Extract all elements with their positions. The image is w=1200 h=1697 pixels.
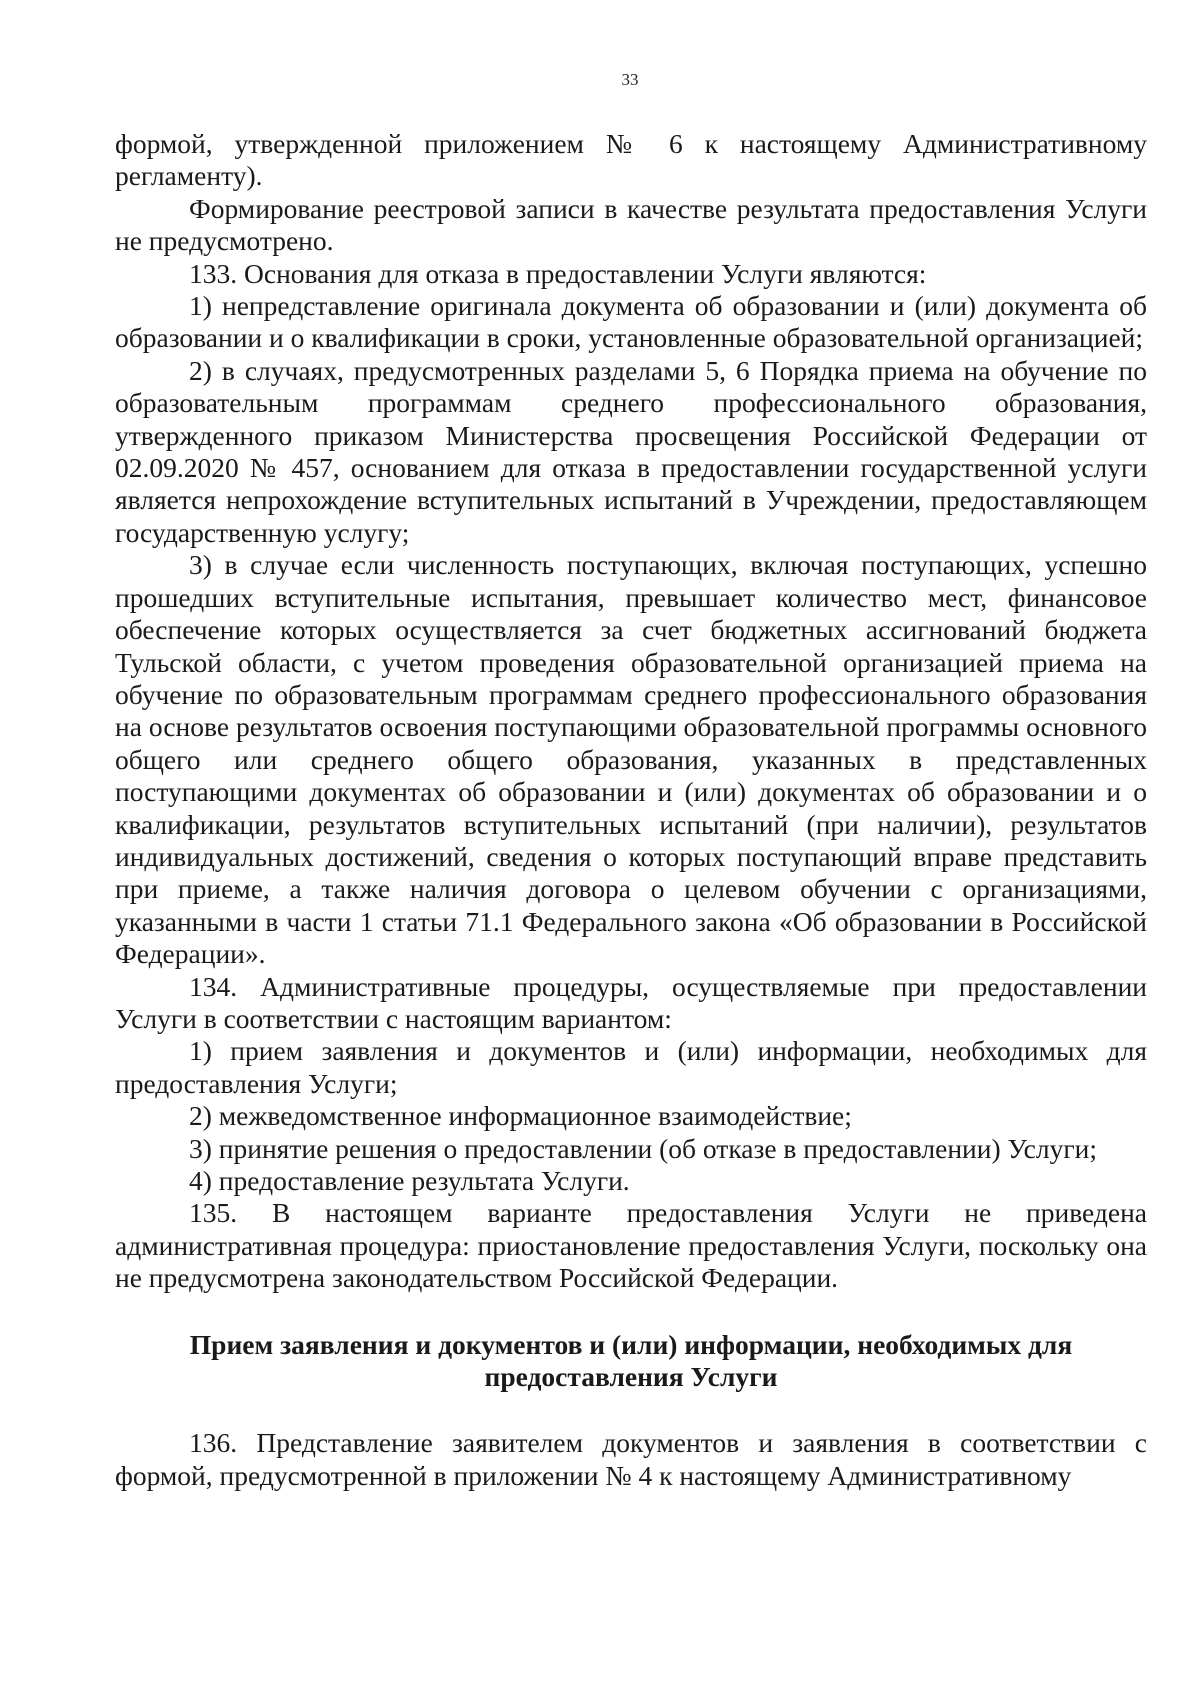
document-body (115, 128, 1147, 1492)
paragraph: формой, утвержденной приложением № 6 к настоящему Административному регламенту). (115, 128, 1147, 192)
paragraph: 1) непредставление оригинала документа об образовании и (или) документа об образовании и о квалификации в сроки, установленные образовательной организацией; (115, 290, 1147, 354)
paragraph: 136. Представление заявителем документов и заявления в соответствии с формой, предусмотренной в приложении № 4 к настоящему Административному (115, 1427, 1147, 1491)
paragraph: 135. В настоящем варианте предоставления Услуги не приведена административная процедура: приостановление предоставления Услуги, поскольку она не предусмотрена законодательством Российской Федерации. (115, 1197, 1147, 1294)
paragraphs-before-heading (115, 128, 1147, 1295)
section-heading: Прием заявления и документов и (или) информации, необходимых для предоставления Услуги (189, 1328, 1073, 1393)
paragraph: 3) в случае если численность поступающих, включая поступающих, успешно прошедших вступительные испытания, превышает количество мест, финансовое обеспечение которых осуществляется за счет бюджетных ассигнований бюджета Тульской области, с учетом проведения образовательной организацией приема на обучение по образовательным программам среднего профессионального образования на основе результатов освоения поступающими образовательной программы основного общего или среднего общего образования, указанных в представленных поступающими документах об образовании и (или) документах об образовании и о квалификации, результатов вступительных испытаний (при наличии), результатов индивидуальных достижений, сведения о которых поступающий вправе представить при приеме, а также наличия договора о целевом обучении с организациями, указанными в части 1 статьи 71.1 Федерального закона «Об образовании в Российской Федерации». (115, 549, 1147, 970)
paragraph: 4) предоставление результата Услуги. (189, 1165, 630, 1196)
paragraph: 134. Административные процедуры, осуществляемые при предоставлении Услуги в соответствии с настоящим вариантом: (115, 970, 1147, 1034)
paragraph: 2) межведомственное информационное взаимодействие; (189, 1100, 852, 1132)
paragraph: 133. Основания для отказа в предоставлении Услуги являются: (189, 257, 927, 289)
paragraph: 1) прием заявления и документов и (или) информации, необходимых для предоставления Услуги; (115, 1035, 1147, 1099)
page-number: 33 (621, 70, 639, 89)
paragraphs-after-heading (115, 1427, 1147, 1492)
paragraph: 3) принятие решения о предоставлении (об отказе в предоставлении) Услуги; (189, 1132, 1097, 1164)
paragraph: Формирование реестровой записи в качестве результата предоставления Услуги не предусмотрено. (115, 192, 1147, 257)
paragraph: 2) в случаях, предусмотренных разделами 5, 6 Порядка приема на обучение по образовательным программам среднего профессионального образования, утвержденного приказом Министерства просвещения Российской Федерации от 02.09.2020 № 457, основанием для отказа в предоставлении государственной услуги является непрохождение вступительных испытаний в Учреждении, предоставляющем государственную услугу; (115, 354, 1147, 548)
